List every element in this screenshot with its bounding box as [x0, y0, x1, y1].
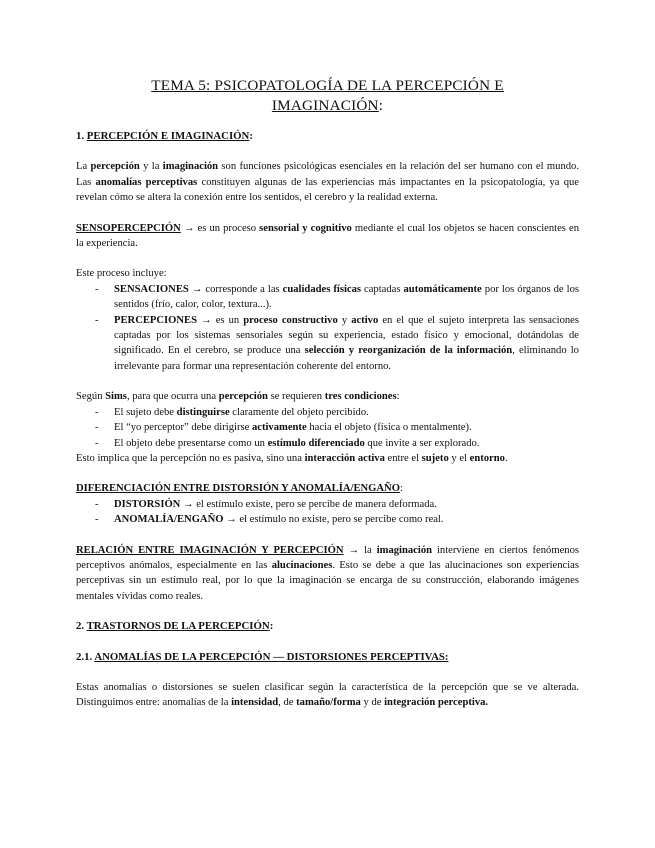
process-list — [76, 282, 579, 374]
text-run: constituyen algunas de las experiencias más impactantes en la psicopatología, ya que revelan cómo se altera la conexión entre los sentidos, el cerebro y la realidad externa. — [76, 176, 579, 204]
title-suffix: : — [378, 97, 384, 114]
term-heading: SENSOPERCEPCIÓN — [76, 222, 181, 234]
section-1-heading — [76, 129, 579, 144]
text-run: y de — [360, 697, 385, 709]
bold-term: activo — [351, 314, 379, 326]
bold-term: activamente — [251, 422, 307, 434]
text-run: entre el — [384, 452, 422, 464]
bold-term: imaginación — [162, 161, 219, 173]
bold-term: DISTORSIÓN — [114, 498, 181, 510]
bold-term: interacción activa — [304, 452, 385, 464]
text-run: El objeto debe presentarse como un — [114, 437, 268, 449]
section-2-heading — [76, 619, 579, 634]
text-run: captadas — [361, 283, 404, 295]
list-item — [76, 497, 579, 512]
differentiation-heading — [76, 481, 579, 496]
differentiation-list — [76, 497, 579, 528]
bold-term: proceso constructivo — [243, 314, 338, 326]
text-run: y la — [139, 161, 163, 173]
section-2-1-heading — [76, 650, 579, 665]
text-run: → el estímulo no existe, pero se percibe como real. — [223, 514, 444, 526]
bold-term: SENSACIONES — [114, 283, 189, 295]
bold-term: integración perceptiva. — [384, 697, 489, 709]
bold-term: Sims — [105, 391, 127, 403]
bold-term: sensorial y cognitivo — [259, 222, 352, 234]
bold-term: estímulo diferenciado — [267, 437, 365, 449]
bold-term: PERCEPCIONES — [114, 314, 197, 326]
term-heading: RELACIÓN ENTRE IMAGINACIÓN Y PERCEPCIÓN — [76, 544, 344, 556]
bold-term: selección y reorganización de la información — [304, 345, 513, 357]
list-item — [76, 405, 579, 420]
bold-term: automáticamente — [403, 283, 482, 295]
bold-term: ANOMALÍA/ENGAÑO — [114, 514, 224, 526]
section-2-number: 2. — [76, 620, 87, 633]
text-run: → la — [343, 544, 377, 556]
list-item — [76, 512, 579, 527]
text-run: , eliminando lo irrelevante para formar una representación coherente del entorno. — [114, 345, 579, 372]
bold-term: percepción — [90, 161, 140, 173]
text-run: El “yo perceptor” debe dirigirse — [114, 422, 252, 434]
final-paragraph — [76, 680, 579, 711]
sims-conclusion — [76, 451, 579, 466]
text-run: → es un proceso — [180, 222, 260, 234]
bold-term: percepción — [218, 391, 268, 403]
text-run: claramente del objeto percibido. — [229, 406, 369, 418]
section-2-suffix: : — [269, 620, 274, 633]
text-run: por los órganos de los sentidos (frío, calor, color, textura...). — [114, 283, 579, 311]
bold-term: sujeto — [421, 452, 449, 464]
list-item — [76, 436, 579, 451]
text-run: → corresponde a las — [188, 283, 283, 295]
text-run: y el — [448, 452, 470, 464]
text-run: y — [337, 314, 352, 326]
text-run: : — [396, 391, 400, 403]
sims-intro — [76, 389, 579, 404]
sensopercepcion-paragraph — [76, 221, 579, 252]
bold-term: tres condiciones — [324, 391, 397, 403]
text-run: : — [399, 483, 403, 495]
text-run: son funciones psicológicas esenciales en la relación del ser humano con el mundo. Las — [76, 161, 579, 188]
section-2-1-label: ANOMALÍAS DE LA PERCEPCIÓN — DISTORSIONES PERCEPTIVAS: — [94, 650, 449, 663]
term-heading: DIFERENCIACIÓN ENTRE DISTORSIÓN Y ANOMALÍA/ENGAÑO — [76, 483, 400, 495]
bold-term: intensidad — [231, 697, 279, 709]
intro-paragraph — [76, 159, 579, 205]
list-item — [76, 313, 579, 375]
relation-paragraph — [76, 543, 579, 605]
text-run: , de — [278, 697, 297, 709]
text-run: → es un — [197, 314, 244, 326]
section-1-suffix: : — [249, 130, 253, 142]
section-2-1-number: 2.1. — [76, 650, 95, 663]
page-title — [76, 76, 579, 116]
text-run: que invite a ser explorado. — [364, 437, 480, 449]
text-run: en el que el sujeto interpreta las sensaciones captadas por los sistemas sensoriales según su experiencia, estado físico y emocional, dotándolas de significado. En el cerebro, se produce una — [114, 314, 580, 357]
title-line-1: TEMA 5: PSICOPATOLOGÍA DE LA PERCEPCIÓN E — [151, 77, 504, 94]
bold-term: anomalías perceptivas — [95, 176, 198, 188]
title-line-2: IMAGINACIÓN — [271, 97, 379, 114]
text-run: se requieren — [267, 391, 325, 403]
bold-term: distinguirse — [176, 406, 230, 418]
section-2-label: TRASTORNOS DE LA PERCEPCIÓN — [86, 620, 270, 633]
text-run: interviene en ciertos fenómenos perceptivos anómalos, especialmente en las — [76, 544, 579, 571]
bold-term: tamaño/forma — [296, 697, 361, 709]
text-run: Esto implica que la percepción no es pasiva, sino una — [76, 452, 305, 464]
text-run: , para que ocurra una — [126, 391, 219, 403]
section-1-number: 1. — [76, 130, 87, 142]
text-run: mediante el cual los objetos se hacen conscientes en la experiencia. — [76, 222, 580, 250]
bold-term: alucinaciones — [271, 559, 333, 571]
text-run: Estas anomalías o distorsiones se suelen clasificar según la característica de la percepción que se ve alterada. Distinguimos entre: anomalías de la — [76, 681, 579, 709]
process-intro: Este proceso incluye: — [76, 268, 167, 280]
text-run: . — [504, 452, 508, 464]
text-run: Según — [76, 391, 106, 403]
conditions-list — [76, 405, 579, 451]
text-run: → el estímulo existe, pero se percibe de manera deformada. — [180, 498, 437, 510]
text-run: La — [76, 161, 91, 173]
section-1-label: PERCEPCIÓN E IMAGINACIÓN — [86, 130, 250, 142]
text-run: El sujeto debe — [114, 406, 177, 418]
text-run: hacia el objeto (física o mentalmente). — [306, 422, 472, 434]
list-item — [76, 282, 579, 313]
bold-term: imaginación — [376, 544, 433, 556]
text-run: . Esto se debe a que las alucinaciones son experiencias perceptivas sin un estímulo real, por lo que la imaginación se encarga de su construcción, elaborando imágenes mentales vívidas como reales. — [76, 559, 579, 602]
bold-term: entorno — [469, 452, 505, 464]
bold-term: cualidades físicas — [282, 283, 362, 295]
list-item — [76, 420, 579, 435]
